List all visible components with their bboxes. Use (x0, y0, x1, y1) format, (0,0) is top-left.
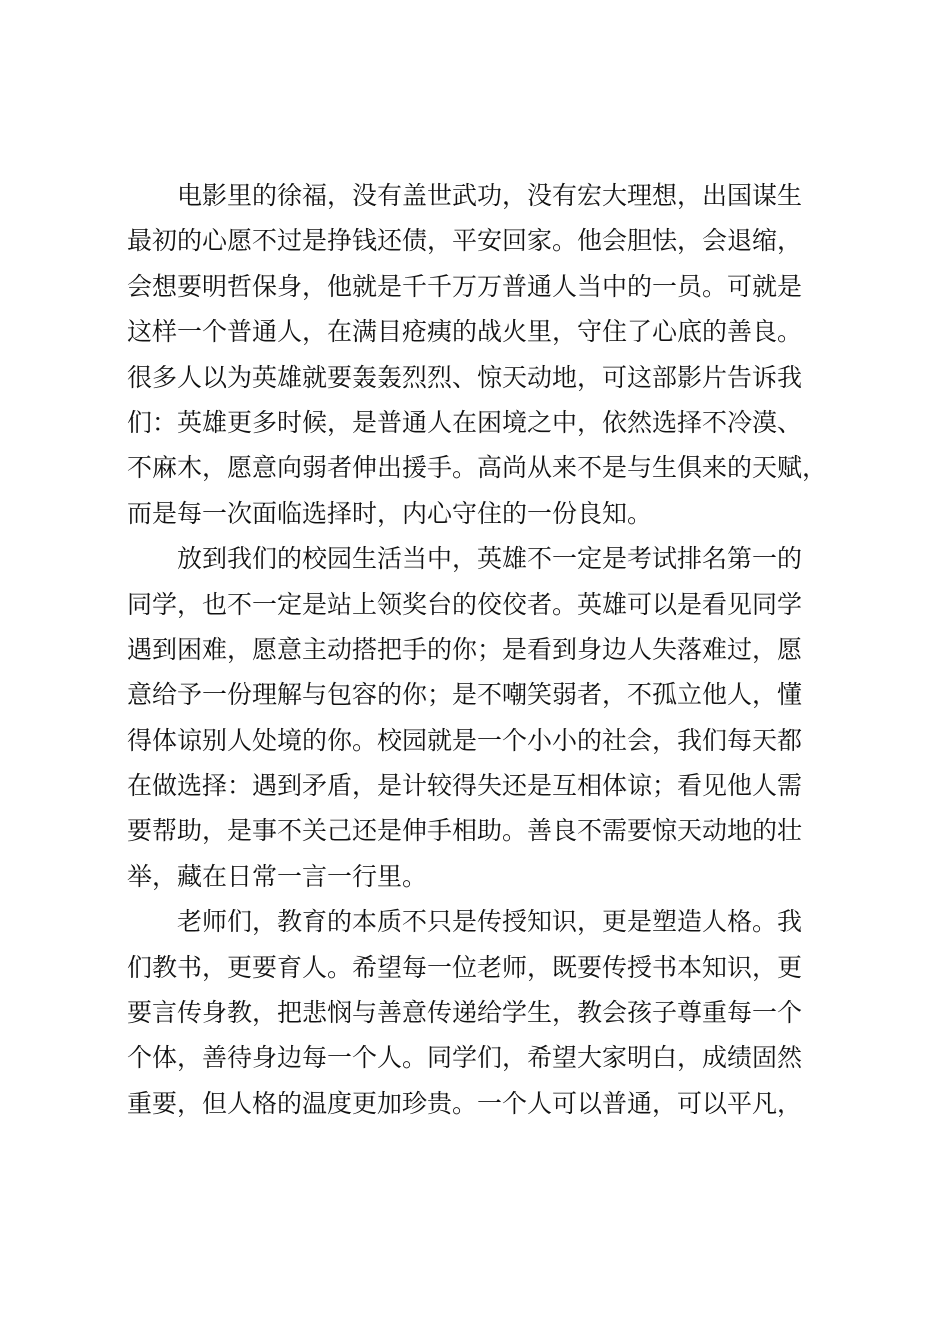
text-line: 个体，善待身边每一个人。同学们，希望大家明白，成绩固然 (127, 1043, 803, 1073)
paragraph-3 (127, 899, 837, 1126)
text-line: 电影里的徐福，没有盖世武功，没有宏大理想，出国谋生 (177, 181, 803, 210)
text-line: 举，藏在日常一言一行里。 (127, 861, 428, 891)
text-line: 在做选择：遇到矛盾，是计较得失还是互相体谅；看见他人需 (127, 771, 803, 801)
text-line: 要言传身教，把悲悯与善意传递给学生，教会孩子尊重每一个 (127, 998, 803, 1028)
text-line: 重要，但人格的温度更加珍贵。一个人可以普通，可以平凡， (127, 1088, 803, 1118)
text-line: 而是每一次面临选择时，内心守住的一份良知。 (127, 498, 653, 528)
body-text (127, 173, 837, 1126)
text-line: 同学，也不一定是站上领奖台的佼佼者。英雄可以是看见同学 (127, 589, 803, 619)
text-line: 老师们，教育的本质不只是传授知识，更是塑造人格。我 (177, 907, 803, 937)
text-line: 会想要明哲保身，他就是千千万万普通人当中的一员。可就是 (127, 271, 803, 301)
text-line: 要帮助，是事不关己还是伸手相助。善良不需要惊天动地的壮 (127, 816, 803, 846)
text-line: 放到我们的校园生活当中，英雄不一定是考试排名第一的 (177, 544, 803, 574)
text-line: 们教书，更要育人。希望每一位老师，既要传授书本知识，更 (127, 952, 803, 982)
text-line: 很多人以为英雄就要轰轰烈烈、惊天动地，可这部影片告诉我 (127, 362, 803, 392)
text-line: 得体谅别人处境的你。校园就是一个小小的社会，我们每天都 (127, 725, 803, 755)
text-line: 不麻木，愿意向弱者伸出援手。高尚从来不是与生俱来的天赋， (127, 453, 828, 483)
text-line: 遇到困难，愿意主动搭把手的你；是看到身边人失落难过，愿 (127, 634, 803, 664)
paragraph-1 (127, 173, 837, 536)
text-line: 意给予一份理解与包容的你；是不嘲笑弱者，不孤立他人，懂 (127, 680, 803, 710)
text-line: 最初的心愿不过是挣钱还债，平安回家。他会胆怯，会退缩， (127, 226, 803, 256)
text-line: 们：英雄更多时候，是普通人在困境之中，依然选择不冷漠、 (127, 407, 803, 437)
text-line: 这样一个普通人，在满目疮痍的战火里，守住了心底的善良。 (127, 317, 803, 347)
paragraph-2 (127, 536, 837, 899)
